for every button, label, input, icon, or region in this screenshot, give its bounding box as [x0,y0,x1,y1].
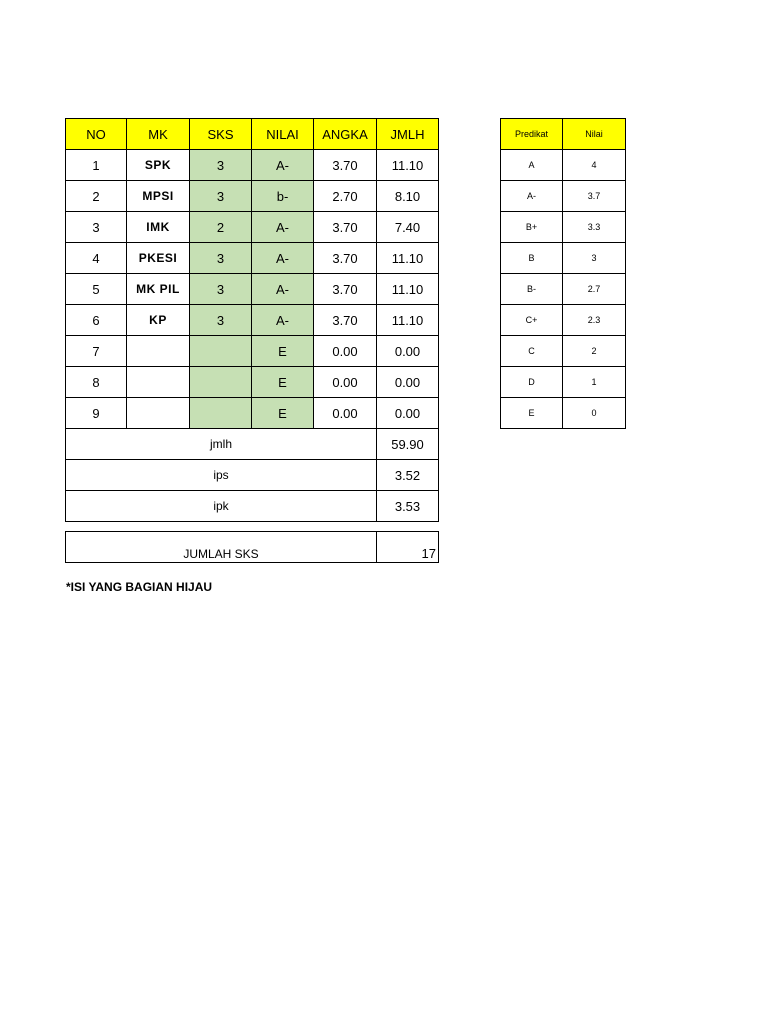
course-cell[interactable] [127,367,190,398]
table-row [501,150,626,181]
table-row [66,336,439,367]
predikat-cell: A- [501,181,563,212]
jumlah-sks-box [65,531,439,563]
nilai-cell: 2.3 [563,305,626,336]
summary-value: 3.53 [377,491,439,522]
table-row [501,367,626,398]
header-nilai: Nilai [563,119,626,150]
angka-cell: 0.00 [314,336,377,367]
jmlh-cell: 0.00 [377,336,439,367]
predikat-cell: E [501,398,563,429]
nilai-cell: 3.3 [563,212,626,243]
summary-value: 3.52 [377,460,439,491]
nilai-input-cell[interactable]: A- [252,150,314,181]
table-row [501,305,626,336]
angka-cell: 0.00 [314,367,377,398]
summary-row-ipk [66,491,439,522]
sks-input-cell[interactable]: 3 [190,274,252,305]
nilai-cell: 2.7 [563,274,626,305]
course-cell[interactable]: PKESI [127,243,190,274]
sks-input-cell[interactable] [190,398,252,429]
row-no: 9 [66,398,127,429]
angka-cell: 3.70 [314,274,377,305]
predikat-table [500,118,626,429]
summary-label: ipk [66,491,377,522]
nilai-input-cell[interactable]: E [252,336,314,367]
predikat-cell: C+ [501,305,563,336]
nilai-cell: 1 [563,367,626,398]
header-jmlh: JMLH [377,119,439,150]
predikat-cell: A [501,150,563,181]
row-no: 1 [66,150,127,181]
jmlh-cell: 11.10 [377,150,439,181]
jmlh-cell: 11.10 [377,243,439,274]
summary-row-ips [66,460,439,491]
table-row [501,212,626,243]
nilai-cell: 2 [563,336,626,367]
course-cell[interactable]: KP [127,305,190,336]
nilai-input-cell[interactable]: E [252,367,314,398]
sks-input-cell[interactable] [190,336,252,367]
table-row [501,398,626,429]
table-row [66,398,439,429]
jmlh-cell: 11.10 [377,274,439,305]
nilai-cell: 3 [563,243,626,274]
predikat-cell: D [501,367,563,398]
course-cell[interactable] [127,398,190,429]
header-predikat: Predikat [501,119,563,150]
nilai-input-cell[interactable]: A- [252,212,314,243]
sks-input-cell[interactable]: 2 [190,212,252,243]
angka-cell: 3.70 [314,305,377,336]
row-no: 2 [66,181,127,212]
table-row [66,150,439,181]
predikat-cell: C [501,336,563,367]
angka-cell: 3.70 [314,212,377,243]
table-row [501,274,626,305]
jumlah-sks-label: JUMLAH SKS [66,532,377,563]
predikat-cell: B- [501,274,563,305]
jmlh-cell: 0.00 [377,367,439,398]
sks-input-cell[interactable]: 3 [190,181,252,212]
row-no: 6 [66,305,127,336]
row-no: 3 [66,212,127,243]
header-angka: ANGKA [314,119,377,150]
table-row [501,243,626,274]
nilai-cell: 0 [563,398,626,429]
grade-table [65,118,439,522]
sks-input-cell[interactable]: 3 [190,305,252,336]
grade-header-row [66,119,439,150]
jumlah-sks-row [66,532,439,563]
table-row [66,181,439,212]
angka-cell: 0.00 [314,398,377,429]
angka-cell: 3.70 [314,243,377,274]
predikat-cell: B+ [501,212,563,243]
jmlh-cell: 7.40 [377,212,439,243]
course-cell[interactable]: MPSI [127,181,190,212]
predikat-cell: B [501,243,563,274]
course-cell[interactable] [127,336,190,367]
row-no: 7 [66,336,127,367]
table-row [66,367,439,398]
jmlh-cell: 0.00 [377,398,439,429]
course-cell[interactable]: MK PIL [127,274,190,305]
row-no: 8 [66,367,127,398]
table-row [66,243,439,274]
fill-green-note: *ISI YANG BAGIAN HIJAU [66,580,213,594]
nilai-cell: 3.7 [563,181,626,212]
summary-label: ips [66,460,377,491]
table-row [66,274,439,305]
header-nilai: NILAI [252,119,314,150]
header-mk: MK [127,119,190,150]
jmlh-cell: 11.10 [377,305,439,336]
sks-input-cell[interactable]: 3 [190,243,252,274]
summary-row-jmlh [66,429,439,460]
course-cell[interactable]: SPK [127,150,190,181]
angka-cell: 2.70 [314,181,377,212]
table-row [501,181,626,212]
nilai-input-cell[interactable]: A- [252,274,314,305]
summary-label: jmlh [66,429,377,460]
predikat-header-row [501,119,626,150]
sks-input-cell[interactable] [190,367,252,398]
nilai-input-cell[interactable]: A- [252,305,314,336]
jumlah-sks-value: 17 [377,532,439,563]
nilai-input-cell[interactable]: b- [252,181,314,212]
row-no: 5 [66,274,127,305]
header-sks: SKS [190,119,252,150]
jmlh-cell: 8.10 [377,181,439,212]
angka-cell: 3.70 [314,150,377,181]
course-cell[interactable]: IMK [127,212,190,243]
sks-input-cell[interactable]: 3 [190,150,252,181]
header-no: NO [66,119,127,150]
table-row [501,336,626,367]
nilai-input-cell[interactable]: E [252,398,314,429]
summary-value: 59.90 [377,429,439,460]
nilai-cell: 4 [563,150,626,181]
table-row [66,305,439,336]
table-row [66,212,439,243]
nilai-input-cell[interactable]: A- [252,243,314,274]
row-no: 4 [66,243,127,274]
